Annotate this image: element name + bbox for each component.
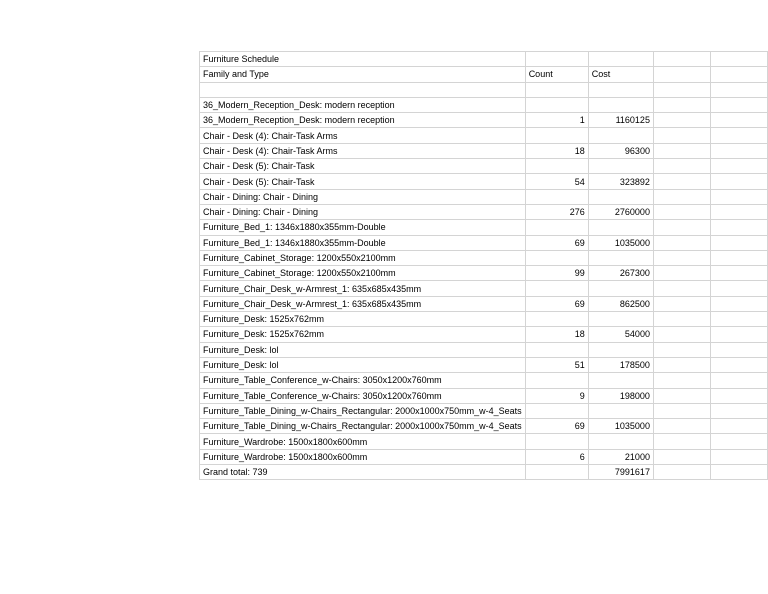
cost-cell[interactable]: 1160125 [588,113,653,128]
empty-cell[interactable] [653,312,710,327]
empty-cell[interactable] [710,159,767,174]
group-header-row [200,97,768,112]
group-label-cell[interactable]: Chair - Desk (4): Chair-Task Arms [200,128,526,143]
empty-cell[interactable] [653,97,710,112]
group-label-cell[interactable]: Chair - Dining: Chair - Dining [200,189,526,204]
empty-cell[interactable] [525,52,588,67]
count-cell[interactable]: 99 [525,266,588,281]
cost-cell[interactable]: 1035000 [588,419,653,434]
cost-cell[interactable]: 178500 [588,357,653,372]
cost-cell[interactable]: 21000 [588,449,653,464]
empty-cell[interactable] [653,143,710,158]
grand-total-label-cell[interactable]: Grand total: 739 [200,465,526,480]
empty-cell[interactable] [710,465,767,480]
group-header-row [200,312,768,327]
cost-cell[interactable]: 862500 [588,296,653,311]
count-cell[interactable]: 69 [525,419,588,434]
empty-cell[interactable] [525,342,588,357]
empty-cell[interactable] [710,97,767,112]
empty-cell[interactable] [653,189,710,204]
count-cell[interactable]: 1 [525,113,588,128]
empty-cell[interactable] [710,113,767,128]
empty-cell[interactable] [710,128,767,143]
cost-cell[interactable]: 96300 [588,143,653,158]
empty-cell[interactable] [710,235,767,250]
empty-cell[interactable] [588,250,653,265]
cost-cell[interactable]: 2760000 [588,204,653,219]
empty-cell[interactable] [710,250,767,265]
group-label-cell[interactable]: Furniture_Wardrobe: 1500x1800x600mm [200,434,526,449]
cost-cell[interactable]: 198000 [588,388,653,403]
empty-cell[interactable] [588,128,653,143]
furniture-schedule-table [199,51,768,480]
cost-cell[interactable]: 54000 [588,327,653,342]
empty-cell[interactable] [588,434,653,449]
empty-cell[interactable] [710,143,767,158]
table-row [200,449,768,464]
empty-cell[interactable] [710,174,767,189]
group-label-cell[interactable]: Furniture_Chair_Desk_w-Armrest_1: 635x685x435mm [200,281,526,296]
empty-cell[interactable] [710,266,767,281]
empty-cell[interactable] [525,82,588,97]
family-type-cell[interactable]: Furniture_Wardrobe: 1500x1800x600mm [200,449,526,464]
empty-cell[interactable] [710,52,767,67]
empty-cell[interactable] [653,113,710,128]
group-header-row [200,128,768,143]
empty-cell[interactable] [653,204,710,219]
count-cell[interactable]: 276 [525,204,588,219]
empty-cell[interactable] [588,52,653,67]
cost-cell[interactable]: 323892 [588,174,653,189]
family-type-cell[interactable]: Furniture_Cabinet_Storage: 1200x550x2100mm [200,266,526,281]
empty-cell[interactable] [653,159,710,174]
count-cell[interactable]: 6 [525,449,588,464]
empty-cell[interactable] [710,342,767,357]
empty-cell[interactable] [653,82,710,97]
empty-cell[interactable] [653,174,710,189]
table-row [200,327,768,342]
header-cell-count[interactable]: Count [525,67,588,82]
table-row [200,419,768,434]
count-cell[interactable]: 18 [525,327,588,342]
empty-cell[interactable] [525,465,588,480]
empty-cell[interactable] [525,312,588,327]
empty-cell[interactable] [525,434,588,449]
empty-cell[interactable] [653,250,710,265]
family-type-cell[interactable]: Furniture_Table_Conference_w-Chairs: 3050x1200x760mm [200,388,526,403]
header-cell-cost[interactable]: Cost [588,67,653,82]
empty-cell[interactable] [525,128,588,143]
empty-cell[interactable] [710,189,767,204]
family-type-cell[interactable]: Chair - Desk (4): Chair-Task Arms [200,143,526,158]
group-label-cell[interactable]: Chair - Desk (5): Chair-Task [200,159,526,174]
empty-cell[interactable] [710,312,767,327]
family-type-cell[interactable]: Furniture_Desk: 1525x762mm [200,327,526,342]
empty-cell[interactable] [653,52,710,67]
empty-cell[interactable] [588,159,653,174]
group-header-row [200,250,768,265]
empty-cell[interactable] [653,327,710,342]
group-label-cell[interactable]: Furniture_Cabinet_Storage: 1200x550x2100mm [200,250,526,265]
empty-cell[interactable] [525,220,588,235]
family-type-cell[interactable]: Furniture_Bed_1: 1346x1880x355mm-Double [200,235,526,250]
empty-cell[interactable] [710,281,767,296]
empty-cell[interactable] [588,189,653,204]
empty-cell[interactable] [653,403,710,418]
empty-cell[interactable] [653,419,710,434]
empty-cell[interactable] [653,266,710,281]
empty-cell[interactable] [710,204,767,219]
empty-cell[interactable] [653,67,710,82]
group-label-cell[interactable]: 36_Modern_Reception_Desk: modern reception [200,97,526,112]
empty-cell[interactable] [653,128,710,143]
empty-cell[interactable] [710,357,767,372]
empty-cell[interactable] [710,82,767,97]
family-type-cell[interactable]: Furniture_Table_Dining_w-Chairs_Rectangular: 2000x1000x750mm_w-4_Seats [200,419,526,434]
empty-cell[interactable] [525,97,588,112]
empty-cell[interactable] [710,434,767,449]
empty-cell[interactable] [653,373,710,388]
empty-cell[interactable] [653,235,710,250]
empty-cell[interactable] [525,403,588,418]
cost-cell[interactable]: 267300 [588,266,653,281]
count-cell[interactable]: 69 [525,296,588,311]
empty-cell[interactable] [653,220,710,235]
family-type-cell[interactable]: 36_Modern_Reception_Desk: modern reception [200,113,526,128]
title-row [200,52,768,67]
group-label-cell[interactable]: Furniture_Table_Conference_w-Chairs: 3050x1200x760mm [200,373,526,388]
group-label-cell[interactable]: Furniture_Bed_1: 1346x1880x355mm-Double [200,220,526,235]
table-row [200,143,768,158]
empty-cell[interactable] [525,373,588,388]
count-cell[interactable]: 9 [525,388,588,403]
empty-cell[interactable] [588,97,653,112]
empty-cell[interactable] [710,220,767,235]
empty-cell[interactable] [653,449,710,464]
empty-cell[interactable] [200,82,526,97]
table-row [200,204,768,219]
group-label-cell[interactable]: Furniture_Desk: lol [200,342,526,357]
group-header-row [200,434,768,449]
schedule-title-cell[interactable]: Furniture Schedule [200,52,526,67]
blank-row [200,82,768,97]
empty-cell[interactable] [710,67,767,82]
count-cell[interactable]: 18 [525,143,588,158]
table-row [200,174,768,189]
table-row [200,235,768,250]
count-cell[interactable]: 69 [525,235,588,250]
grand-total-cost-cell[interactable]: 7991617 [588,465,653,480]
empty-cell[interactable] [588,281,653,296]
grand-total-row [200,465,768,480]
empty-cell[interactable] [588,312,653,327]
empty-cell[interactable] [525,189,588,204]
header-row [200,67,768,82]
empty-cell[interactable] [525,281,588,296]
table-row [200,357,768,372]
table-row [200,266,768,281]
empty-cell[interactable] [588,403,653,418]
cost-cell[interactable]: 1035000 [588,235,653,250]
empty-cell[interactable] [653,434,710,449]
empty-cell[interactable] [710,296,767,311]
group-header-row [200,373,768,388]
table-row [200,113,768,128]
family-type-cell[interactable]: Furniture_Chair_Desk_w-Armrest_1: 635x685x435mm [200,296,526,311]
empty-cell[interactable] [710,327,767,342]
group-header-row [200,403,768,418]
count-cell[interactable]: 54 [525,174,588,189]
family-type-cell[interactable]: Furniture_Desk: lol [200,357,526,372]
table-row [200,388,768,403]
header-cell-family-type[interactable]: Family and Type [200,67,526,82]
empty-cell[interactable] [525,250,588,265]
empty-cell[interactable] [710,449,767,464]
group-label-cell[interactable]: Furniture_Table_Dining_w-Chairs_Rectangular: 2000x1000x750mm_w-4_Seats [200,403,526,418]
empty-cell[interactable] [710,373,767,388]
empty-cell[interactable] [525,159,588,174]
table-row [200,296,768,311]
empty-cell[interactable] [588,220,653,235]
group-header-row [200,189,768,204]
empty-cell[interactable] [710,419,767,434]
empty-cell[interactable] [653,281,710,296]
family-type-cell[interactable]: Chair - Dining: Chair - Dining [200,204,526,219]
empty-cell[interactable] [653,357,710,372]
empty-cell[interactable] [710,388,767,403]
group-header-row [200,159,768,174]
empty-cell[interactable] [588,373,653,388]
group-header-row [200,220,768,235]
empty-cell[interactable] [710,403,767,418]
family-type-cell[interactable]: Chair - Desk (5): Chair-Task [200,174,526,189]
empty-cell[interactable] [653,388,710,403]
empty-cell[interactable] [588,82,653,97]
group-header-row [200,281,768,296]
empty-cell[interactable] [588,342,653,357]
empty-cell[interactable] [653,342,710,357]
empty-cell[interactable] [653,465,710,480]
empty-cell[interactable] [653,296,710,311]
group-header-row [200,342,768,357]
group-label-cell[interactable]: Furniture_Desk: 1525x762mm [200,312,526,327]
count-cell[interactable]: 51 [525,357,588,372]
